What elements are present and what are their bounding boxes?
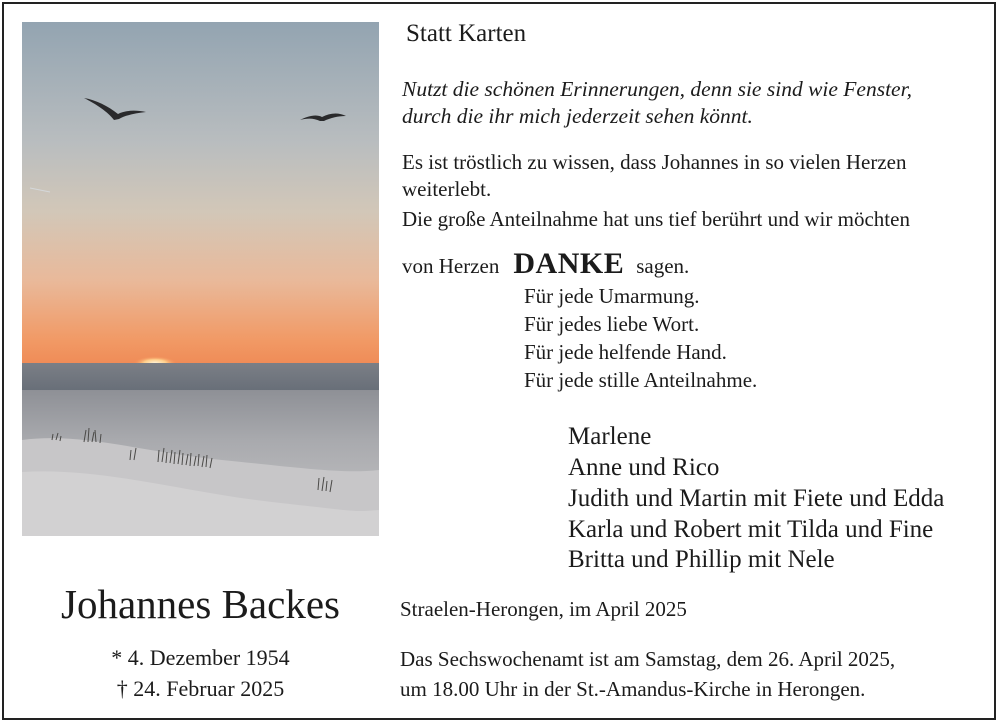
service-line-1: Das Sechswochenamt ist am Samstag, dem 26. April 2025, — [400, 647, 896, 671]
message-line-4 — [402, 247, 689, 281]
message-line-2: weiterlebt. — [402, 177, 492, 201]
quote-line-2: durch die ihr mich jederzeit sehen könnt. — [402, 104, 753, 128]
place-date: Straelen-Herongen, im April 2025 — [400, 597, 687, 621]
message-suffix: sagen. — [636, 254, 690, 278]
death-date: † 24. Februar 2025 — [116, 676, 285, 701]
sunset-beach-photo — [22, 22, 379, 536]
quote-line-1: Nutzt die schönen Erinnerungen, denn sie sind wie Fenster, — [402, 77, 912, 101]
danke-emphasis: DANKE — [513, 247, 625, 280]
family-member: Britta und Phillip mit Nele — [568, 546, 835, 573]
message-line-3: Die große Anteilnahme hat uns tief berührt und wir möchten — [402, 207, 910, 231]
statt-karten-heading: Statt Karten — [406, 20, 527, 47]
family-member: Judith und Martin mit Fiete und Edda — [568, 485, 945, 512]
sky — [22, 22, 379, 367]
thanks-line: Für jedes liebe Wort. — [524, 312, 700, 336]
family-member: Anne und Rico — [568, 454, 720, 481]
service-line-2: um 18.00 Uhr in der St.-Amandus-Kirche in Herongen. — [400, 677, 866, 701]
family-member: Karla und Robert mit Tilda und Fine — [568, 516, 934, 543]
message-prefix: von Herzen — [402, 254, 500, 278]
birth-date: * 4. Dezember 1954 — [111, 645, 290, 670]
thanks-line: Für jede Umarmung. — [524, 284, 700, 308]
deceased-name: Johannes Backes — [61, 581, 340, 627]
thanks-line: Für jede stille Anteilnahme. — [524, 368, 758, 392]
message-line-1: Es ist tröstlich zu wissen, dass Johannes in so vielen Herzen — [402, 150, 907, 174]
thanks-line: Für jede helfende Hand. — [524, 340, 727, 364]
family-member: Marlene — [568, 423, 652, 450]
